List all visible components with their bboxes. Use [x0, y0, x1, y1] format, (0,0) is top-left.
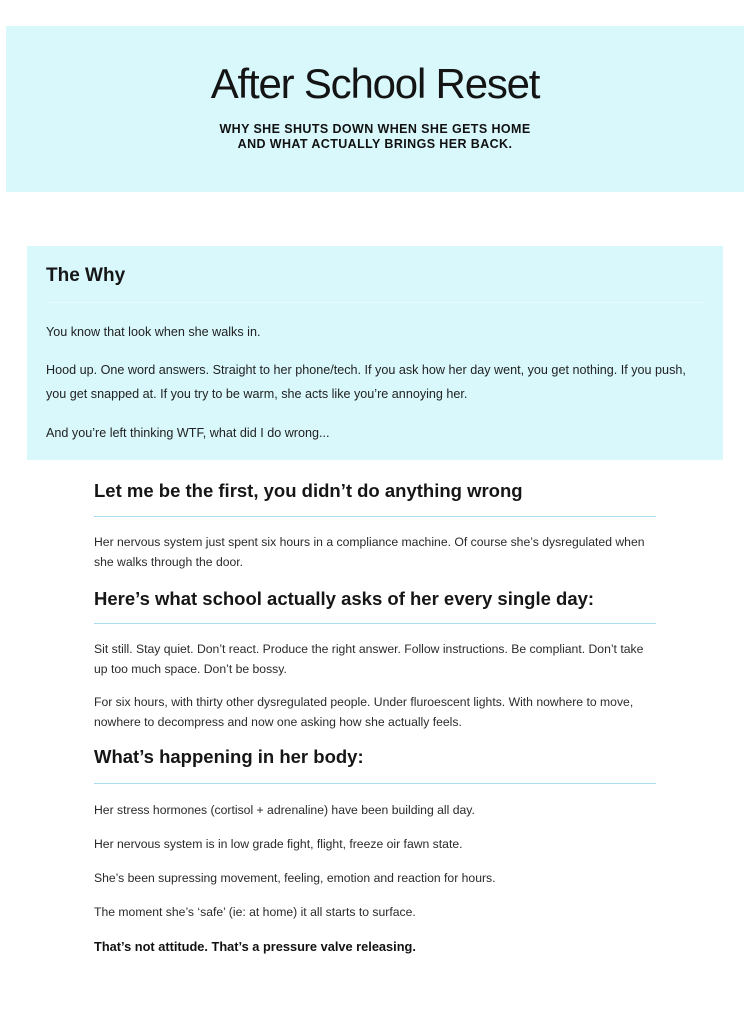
section-paragraph: She’s been supressing movement, feeling, emotion and reaction for hours.: [94, 871, 496, 885]
section-closing-statement: That’s not attitude. That’s a pressure valve releasing.: [94, 939, 416, 954]
page-subtitle: [6, 122, 744, 152]
why-paragraph: And you’re left thinking WTF, what did I do wrong...: [46, 426, 330, 440]
section-heading: Let me be the first, you didn’t do anything wrong: [94, 480, 523, 501]
subtitle-line-1: WHY SHE SHUTS DOWN WHEN SHE GETS HOME: [219, 122, 531, 136]
section-body-response: [94, 744, 656, 974]
subtitle-line-2: AND WHAT ACTUALLY BRINGS HER BACK.: [237, 137, 513, 151]
why-paragraph: You know that look when she walks in.: [46, 325, 261, 339]
why-paragraph: Hood up. One word answers. Straight to her phone/tech. If you ask how her day went, you get nothing. If you push, you get snapped at. If you try to be warm, she acts like you’re annoying her.: [46, 363, 686, 401]
section-divider: [94, 516, 656, 517]
section-divider: [94, 783, 656, 784]
section-paragraph: Her nervous system just spent six hours in a compliance machine. Of course she’s dysregulated when she walks through the door.: [94, 535, 645, 569]
section-paragraph: Her stress hormones (cortisol + adrenaline) have been building all day.: [94, 803, 475, 817]
section-not-your-fault: [94, 477, 656, 577]
section-paragraph: The moment she’s ‘safe’ (ie: at home) it all starts to surface.: [94, 905, 416, 919]
section-paragraph: Her nervous system is in low grade fight, flight, freeze oir fawn state.: [94, 837, 463, 851]
section-heading: Here’s what school actually asks of her every single day:: [94, 588, 595, 609]
why-divider: [46, 302, 704, 303]
section-heading: What’s happening in her body:: [94, 746, 364, 767]
section-paragraph: Sit still. Stay quiet. Don’t react. Produce the right answer. Follow instructions. Be compliant. Don’t take up too much space. Don’t be bossy.: [94, 642, 644, 676]
section-school-demands: [94, 585, 656, 735]
header-banner: [6, 26, 744, 192]
page-title: After School Reset: [210, 60, 540, 107]
section-divider: [94, 623, 656, 624]
why-section: [27, 246, 723, 460]
why-heading: The Why: [46, 265, 126, 286]
section-paragraph: For six hours, with thirty other dysregulated people. Under fluroescent lights. With nowhere to move, nowhere to decompress and now one asking how she actually feels.: [94, 695, 634, 729]
